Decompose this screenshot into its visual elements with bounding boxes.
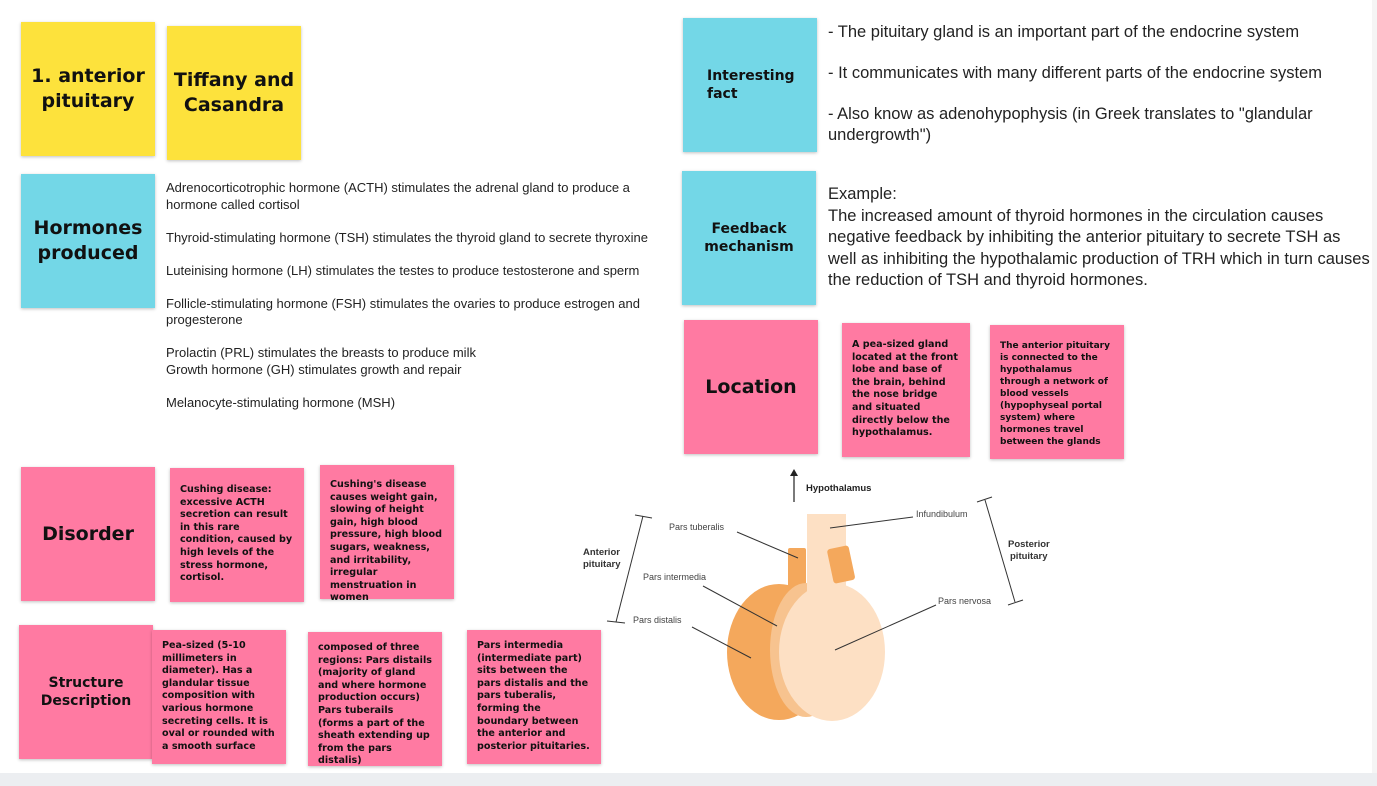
note-text: Pea-sized (5-10 millimeters in diameter). Has a glandular tissue composition with various hormone secreting cells. It is oval or rounded with a smooth surface xyxy=(162,640,275,752)
pars-nervosa-label: Pars nervosa xyxy=(938,596,992,606)
fact-item: - The pituitary gland is an important part of the endocrine system xyxy=(828,23,1300,41)
posterior-pituitary-label: pituitary xyxy=(1010,551,1048,562)
title-text: 1. anterior pituitary xyxy=(31,65,145,112)
hormone-item: Prolactin (PRL) stimulates the breasts to produce milk xyxy=(166,345,476,360)
fact-item: - It communicates with many different parts of the endocrine system xyxy=(828,64,1322,82)
note-text: Pars intermedia (intermediate part) sits between the pars distalis and the pars tuberalis, forming the boundary between the anterior and posterior pituitaries. xyxy=(477,640,590,752)
hormone-item: Follicle-stimulating hormone (FSH) stimulates the ovaries to produce estrogen and progesterone xyxy=(166,295,640,327)
note-text: Cushing disease: excessive ACTH secretion can result in this rare condition, caused by high levels of the stress hormone, cortisol. xyxy=(180,484,293,584)
feedback-heading: Feedback mechanism xyxy=(704,221,794,255)
note-text: A pea-sized gland located at the front lobe and base of the brain, behind the nose bridge and situated directly below the hypothalamus. xyxy=(852,339,958,439)
infundibulum-label: Infundibulum xyxy=(916,509,968,519)
bottom-bar xyxy=(0,773,1377,786)
hypothalamus-label: Hypothalamus xyxy=(806,483,872,494)
feedback-label: Example: xyxy=(828,185,897,203)
pars-tuberalis-shape xyxy=(788,548,806,588)
hormone-item: Melanocyte-stimulating hormone (MSH) xyxy=(166,394,396,410)
feedback-body: The increased amount of thyroid hormones in the circulation causes negative feedback by inhibiting the anterior pituitary to secrete TSH as well as inhibiting the hypothalamic production of TRH which in turn causes the reduction of TSH and thyroid hormones. xyxy=(828,206,1370,289)
hormone-item: Growth hormone (GH) stimulates growth and repair xyxy=(166,361,462,377)
hormone-item: Adrenocorticotrophic hormone (ACTH) stimulates the adrenal gland to produce a hormone called cortisol xyxy=(166,180,630,212)
authors-text: Tiffany and Casandra xyxy=(173,69,295,116)
anterior-pituitary-label: Anterior xyxy=(583,547,620,558)
hormone-item: Thyroid-stimulating hormone (TSH) stimulates the thyroid gland to secrete thyroxine xyxy=(166,229,648,245)
pars-distalis-label: Pars distalis xyxy=(633,615,682,625)
arrow-head-icon xyxy=(790,469,798,476)
pars-nervosa-shape xyxy=(779,583,885,721)
note-text: The anterior pituitary is connected to the hypothalamus through a network of blood vessels (hypophyseal portal system) where hormones travel between the glands xyxy=(1000,341,1110,447)
interesting-fact-heading: Interesting fact xyxy=(707,68,795,102)
hormones-heading: Hormones produced xyxy=(33,217,143,264)
structure-heading: Structure Description xyxy=(40,675,132,709)
note-text: Cushing's disease causes weight gain, slowing of height gain, high blood pressure, high blood sugars, weakness, and irritability, irregular menstruation in women xyxy=(330,479,442,604)
pars-tuberalis-label: Pars tuberalis xyxy=(669,522,725,532)
fact-item: - Also know as adenohypophysis (in Greek translates to "glandular undergrowth") xyxy=(828,105,1313,144)
pars-intermedia-label: Pars intermedia xyxy=(643,572,707,582)
posterior-pituitary-label: Posterior xyxy=(1008,539,1050,550)
hormone-item: Luteinising hormone (LH) stimulates the testes to produce testosterone and sperm xyxy=(166,262,640,278)
note-text: composed of three regions: Pars distails (majority of gland and where hormone production occurs) Pars tuberails (forms a part of the sheath extending up from the pars distalis) xyxy=(318,642,432,767)
location-heading: Location xyxy=(705,375,797,398)
anterior-pituitary-label: pituitary xyxy=(583,559,621,570)
canvas-edge xyxy=(1372,0,1377,773)
disorder-heading: Disorder xyxy=(42,522,134,545)
